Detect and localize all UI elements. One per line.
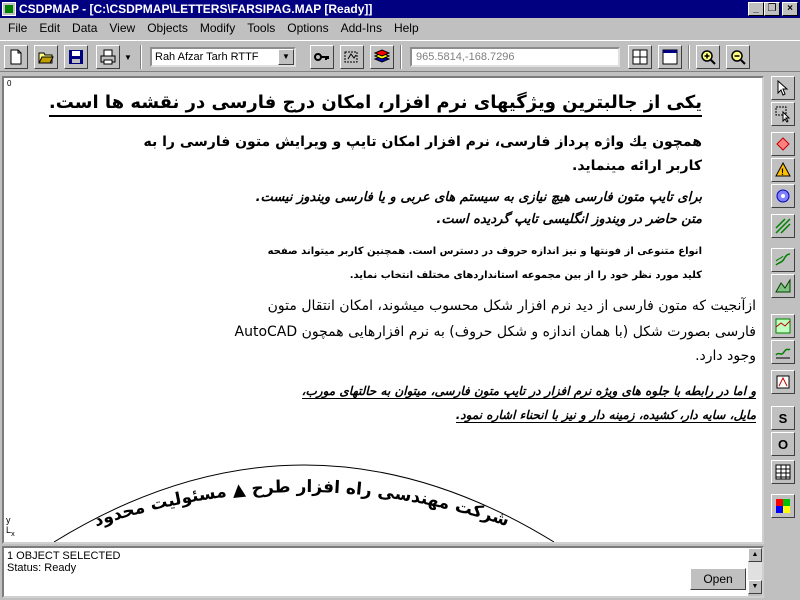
menu-file[interactable]: File — [8, 21, 28, 35]
paragraph-2-line-1: برای تایپ متون فارسی هیچ نیازی به سیستم های عربی و یا فارسی ویندوز نیست. — [255, 190, 702, 205]
font-select[interactable] — [150, 47, 296, 67]
paragraph-2-line-2: متن حاضر در ویندوز انگلیسی تایپ گردیده است. — [436, 212, 702, 227]
menu-objects[interactable]: Objects — [147, 21, 188, 35]
key-icon[interactable] — [310, 45, 334, 69]
print-icon[interactable] — [96, 45, 120, 69]
s-tool-button[interactable]: S — [771, 406, 795, 430]
save-disk-icon[interactable] — [64, 45, 88, 69]
region-fill-icon[interactable] — [771, 184, 795, 208]
new-file-icon[interactable] — [4, 45, 28, 69]
zoom-in-icon[interactable] — [696, 45, 720, 69]
paragraph-4-line-2: فارسی بصورت شکل (با همان اندازه و شکل حروف) به نرم افزارهایی همچون AutoCAD — [234, 324, 756, 340]
svg-text:!: ! — [781, 167, 784, 177]
symbol-tool-icon[interactable] — [771, 158, 795, 182]
pin-tool-icon[interactable] — [771, 370, 795, 394]
menu-add-ins[interactable]: Add-Ins — [340, 21, 382, 35]
menu-help[interactable]: Help — [393, 21, 419, 35]
font-select-value: Rah Afzar Tarh RTTF — [155, 51, 259, 63]
layers-icon[interactable] — [370, 45, 394, 69]
menu-bar — [0, 18, 800, 38]
restore-button[interactable]: ❐ — [764, 2, 780, 16]
polygon-tool-icon[interactable] — [771, 132, 795, 156]
paragraph-1-line-1: همچون یك واژه پرداز فارسی، نرم افزار امکان تایپ و ویرایش متون فارسی را به — [143, 134, 702, 150]
arc-company-name: شرکت مهندسی راه افزار طرح ▲ مسئولیت محدود — [91, 476, 512, 532]
select-region-icon[interactable] — [340, 45, 364, 69]
paragraph-5-line-2: مایل، سایه دار، کشیده، زمینه دار و نیز با انحناء اشاره نمود. — [455, 408, 756, 422]
menu-options[interactable]: Options — [287, 21, 329, 35]
minimize-button[interactable]: _ — [748, 2, 764, 16]
status-ready: Status: Ready — [7, 562, 77, 574]
grid-lines-icon[interactable] — [771, 214, 795, 238]
window-title: CSDPMAP - [C:\CSDPMAP\LETTERS\FARSIPAG.MAP [Ready]] — [19, 2, 373, 16]
select-objects-icon[interactable] — [771, 102, 795, 126]
profile-tool-icon[interactable] — [771, 340, 795, 364]
canvas-title: یکی از جالبترین ویژگیهای نرم افزار، امکان درج فارسی در نقشه ها است. — [49, 92, 702, 117]
menu-edit[interactable]: Edit — [39, 21, 61, 35]
title-bar[interactable] — [0, 0, 800, 18]
paragraph-4-line-1: ازآنجیت که متون فارسی از دید نرم افزار شکل محسوب میشوند، امکان انتقال متون — [267, 298, 756, 314]
paragraph-3-line-1: انواع متنوعی از فونتها و نیز اندازه حروف در دسترس است. همچنین کاربر میتواند صفحه — [267, 246, 702, 257]
paragraph-4-line-3: وجود دارد. — [695, 348, 756, 364]
main-toolbar — [0, 40, 800, 72]
o-tool-button[interactable]: O — [771, 432, 795, 456]
paragraph-3-line-2: کلید مورد نظر خود را از بین مجموعه استانداردهای مختلف انتخاب نماید. — [349, 270, 702, 281]
paragraph-5-line-1: و اما در رابطه با جلوه های ویژه نرم افزار در تایپ متون فارسی، میتوان به حالتهای مورب، — [301, 384, 756, 398]
menu-view[interactable]: View — [109, 21, 136, 35]
curved-text-graphic — [4, 418, 564, 544]
zoom-out-icon[interactable] — [726, 45, 750, 69]
single-window-icon[interactable] — [658, 45, 682, 69]
menu-modify[interactable]: Modify — [199, 21, 236, 35]
paragraph-1-line-2: کاربر ارائه مینماید. — [572, 158, 702, 174]
surface-tool-icon[interactable] — [771, 274, 795, 298]
scroll-down-icon[interactable]: ▼ — [748, 580, 762, 594]
menu-data[interactable]: Data — [72, 21, 98, 35]
scroll-up-icon[interactable]: ▲ — [748, 548, 762, 562]
scroll-track[interactable] — [748, 562, 762, 580]
pointer-arrow-icon[interactable] — [771, 76, 795, 100]
status-panel — [2, 546, 764, 598]
table-grid-icon[interactable] — [771, 460, 795, 484]
print-dropdown-arrow-icon[interactable]: ▼ — [124, 53, 132, 62]
open-folder-icon[interactable] — [34, 45, 58, 69]
toolbar-separator — [400, 45, 402, 69]
map-canvas[interactable] — [2, 76, 764, 544]
right-toolbar — [768, 76, 798, 544]
axis-indicator: y $L_x$ — [6, 515, 15, 538]
toolbar-separator — [688, 45, 690, 69]
app-icon[interactable] — [2, 2, 16, 16]
close-button[interactable]: × — [782, 2, 798, 16]
open-button[interactable]: Open — [690, 568, 746, 590]
menu-tools[interactable]: Tools — [247, 21, 276, 35]
tile-windows-icon[interactable] — [628, 45, 652, 69]
origin-label: 0 — [7, 79, 12, 88]
status-scrollbar[interactable] — [748, 548, 762, 596]
color-palette-icon[interactable] — [771, 494, 795, 518]
selection-status: 1 OBJECT SELECTED — [7, 550, 121, 562]
map-layer-icon[interactable] — [771, 314, 795, 338]
toolbar-separator — [140, 45, 142, 69]
contour-tool-icon[interactable] — [771, 248, 795, 272]
coordinates-display: 965.5814,-168.7296 — [410, 47, 620, 67]
chevron-down-icon[interactable]: ▼ — [278, 49, 294, 65]
